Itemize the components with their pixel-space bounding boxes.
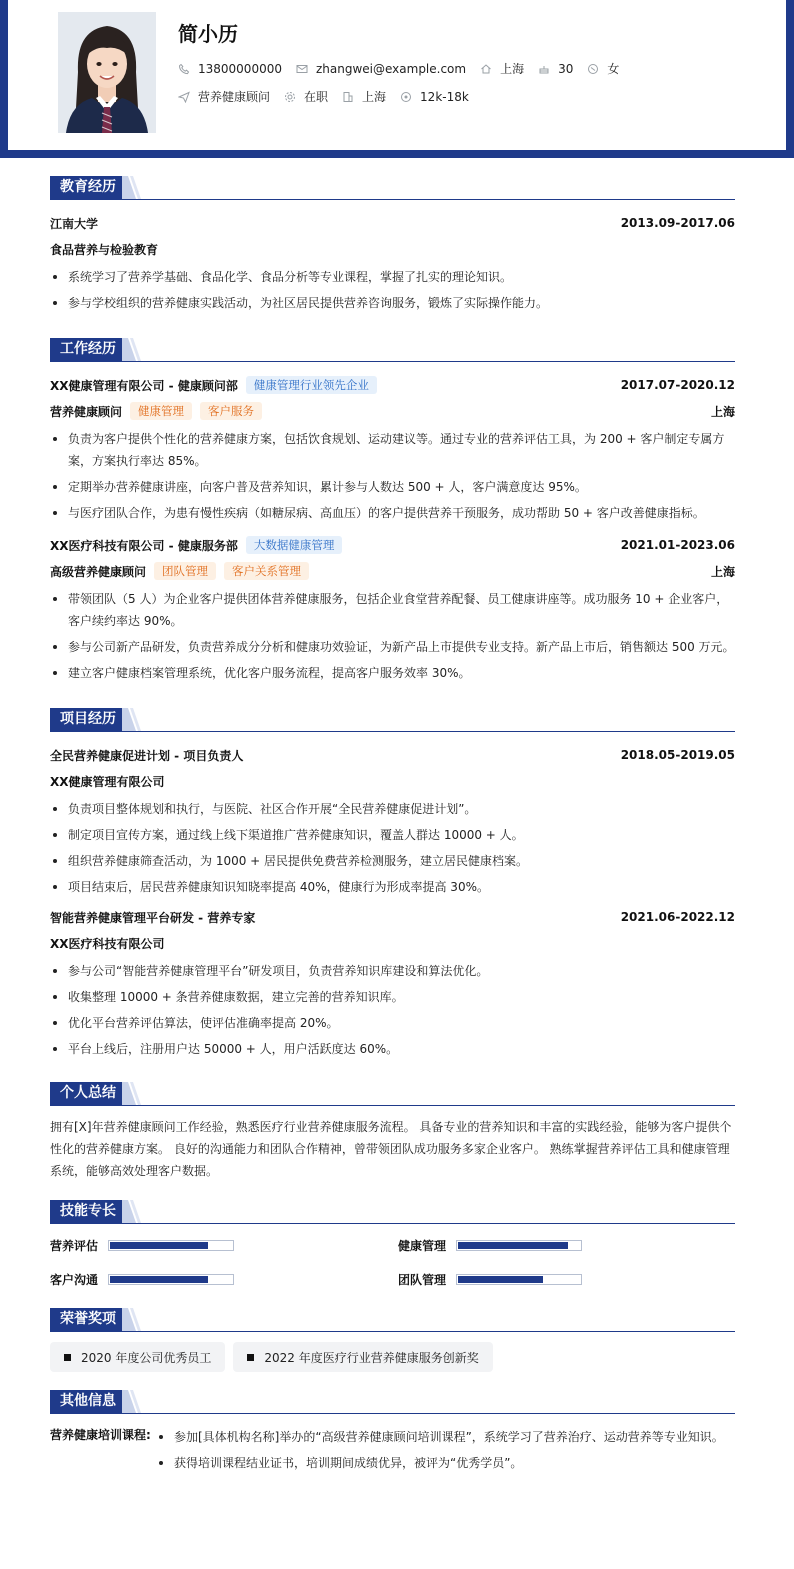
work-entry-1 — [50, 372, 735, 524]
section-title: 荣誉奖项 — [50, 1308, 126, 1331]
phone-info — [178, 62, 282, 76]
avatar — [58, 12, 156, 133]
project-title: 智能营养健康管理平台研发 - 营养专家 — [50, 910, 256, 925]
role-tag: 健康管理 — [130, 402, 192, 420]
gear-icon — [284, 91, 296, 103]
section-deco-icon — [122, 176, 142, 199]
city-info — [480, 60, 524, 77]
education-period: 2013.09-2017.06 — [620, 216, 735, 230]
role-tag: 客户关系管理 — [224, 562, 309, 580]
list-item: 收集整理 10000 + 条营养健康数据，建立完善的营养知识库。 — [50, 986, 735, 1008]
role-name: 营养健康顾问 — [50, 404, 123, 419]
company-name: XX医疗科技有限公司 - 健康服务部 — [50, 538, 238, 553]
other-info — [50, 1424, 735, 1478]
major-line — [50, 236, 735, 262]
coin-icon — [400, 91, 412, 103]
section-deco-icon — [122, 708, 142, 731]
section-header — [50, 172, 735, 200]
list-item: 项目结束后，居民营养健康知识知晓率提高 40%，健康行为形成率提高 30%。 — [50, 876, 735, 898]
project-title: 全民营养健康促进计划 - 项目负责人 — [50, 748, 244, 763]
work-city-info — [342, 88, 386, 105]
age-info — [538, 62, 573, 76]
skill-fill — [458, 1242, 568, 1249]
send-icon — [178, 91, 190, 103]
project-period: 2018.05-2019.05 — [620, 748, 735, 762]
list-item: 获得培训课程结业证书，培训期间成绩优异，被评为“优秀学员”。 — [156, 1452, 735, 1474]
resume-header — [0, 0, 794, 158]
project-entry-1 — [50, 742, 735, 898]
section-header — [50, 704, 735, 732]
summary-section — [50, 1078, 735, 1182]
skill-bar — [108, 1240, 234, 1251]
education-bullets — [50, 266, 735, 314]
skill-fill — [110, 1276, 208, 1283]
company-line — [50, 532, 735, 558]
list-item: 定期举办营养健康讲座，向客户普及营养知识，累计参与人数达 500 + 人，客户满意度达 95%。 — [50, 476, 735, 498]
candidate-name: 简小历 — [178, 22, 238, 46]
major-name: 食品营养与检验教育 — [50, 242, 159, 257]
role-name: 高级营养健康顾问 — [50, 564, 147, 579]
section-title: 个人总结 — [50, 1082, 126, 1105]
award-text: 2020 年度公司优秀员工 — [81, 1350, 212, 1365]
skill-bar — [456, 1274, 582, 1285]
work-period: 2017.07-2020.12 — [620, 378, 735, 392]
home-icon — [480, 63, 492, 75]
contact-row — [178, 60, 633, 77]
gender-icon — [587, 63, 599, 75]
section-title: 项目经历 — [50, 708, 126, 731]
status-text: 在职 — [304, 90, 329, 104]
salary-text: 12k-18k — [420, 89, 469, 104]
job-row — [178, 88, 483, 105]
list-item: 参与学校组织的营养健康实践活动，为社区居民提供营养咨询服务，锻炼了实际操作能力。 — [50, 292, 735, 314]
building-icon — [342, 91, 354, 103]
projects-section — [50, 704, 735, 1060]
skills-grid — [50, 1234, 735, 1290]
list-item: 系统学习了营养学基础、食品化学、食品分析等专业课程，掌握了扎实的理论知识。 — [50, 266, 735, 288]
skill-name: 团队管理 — [398, 1272, 447, 1287]
list-item: 负责项目整体规划和执行，与医院、社区合作开展“全民营养健康促进计划”。 — [50, 798, 735, 820]
section-deco-icon — [122, 1308, 142, 1331]
role-tag: 客户服务 — [200, 402, 262, 420]
skill-bar — [456, 1240, 582, 1251]
list-item: 参与公司“智能营养健康管理平台”研发项目，负责营养知识库建设和算法优化。 — [50, 960, 735, 982]
skill-item — [50, 1268, 398, 1290]
work-period: 2021.01-2023.06 — [620, 538, 735, 552]
section-deco-icon — [122, 1082, 142, 1105]
skill-name: 营养评估 — [50, 1238, 99, 1253]
list-item: 带领团队（5 人）为企业客户提供团体营养健康服务，包括企业食堂营养配餐、员工健康讲座等。成功服务 10 + 企业客户，客户续约率达 90%。 — [50, 588, 735, 632]
skill-item — [50, 1234, 398, 1256]
skill-item — [398, 1234, 735, 1256]
work-bullets — [50, 588, 735, 684]
education-section — [50, 172, 735, 314]
work-entry-2 — [50, 532, 735, 684]
project-org: XX医疗科技有限公司 — [50, 936, 165, 951]
resume-content — [50, 172, 735, 1492]
email-info — [296, 62, 466, 76]
status-info — [284, 88, 328, 105]
gender-text: 女 — [607, 62, 620, 76]
square-icon — [64, 1354, 71, 1361]
award-item — [233, 1342, 492, 1372]
award-text: 2022 年度医疗行业营养健康服务创新奖 — [264, 1350, 479, 1365]
age-text: 30 — [558, 61, 574, 76]
summary-text: 拥有[X]年营养健康顾问工作经验，熟悉医疗行业营养健康服务流程。 具备专业的营养知识和丰富的实践经验，能够为客户提供个性化的营养健康方案。 良好的沟通能力和团队合作精神，曾带领团队成功服务多家企业客户。 熟练掌握营养评估工具和健康管理系统，能够高效处理客户数据。 — [50, 1120, 732, 1178]
section-title: 教育经历 — [50, 176, 126, 199]
skill-name: 健康管理 — [398, 1238, 447, 1253]
gender-info — [587, 60, 619, 77]
list-item: 参与公司新产品研发，负责营养成分分析和健康功效验证，为新产品上市提供专业支持。新产品上市后，销售额达 500 万元。 — [50, 636, 735, 658]
phone-text: 13800000000 — [198, 61, 282, 76]
city-text: 上海 — [500, 62, 525, 76]
other-section — [50, 1386, 735, 1478]
list-item: 平台上线后，注册用户达 50000 + 人，用户活跃度达 60%。 — [50, 1038, 735, 1060]
skill-fill — [458, 1276, 543, 1283]
skills-section — [50, 1196, 735, 1290]
other-label: 营养健康培训课程: — [50, 1428, 151, 1442]
work-bullets — [50, 428, 735, 524]
cake-icon — [538, 63, 550, 75]
section-deco-icon — [122, 338, 142, 361]
company-name: XX健康管理有限公司 - 健康顾问部 — [50, 378, 238, 393]
company-tag: 健康管理行业领先企业 — [246, 376, 377, 394]
section-title: 其他信息 — [50, 1390, 126, 1413]
company-line — [50, 372, 735, 398]
section-header — [50, 1196, 735, 1224]
section-title: 工作经历 — [50, 338, 126, 361]
salary-info — [400, 90, 469, 104]
role-tag: 团队管理 — [154, 562, 216, 580]
list-item: 制定项目宣传方案，通过线上线下渠道推广营养健康知识，覆盖人群达 10000 + 人。 — [50, 824, 735, 846]
project-period: 2021.06-2022.12 — [620, 910, 735, 924]
square-icon — [247, 1354, 254, 1361]
skill-fill — [110, 1242, 208, 1249]
job-target-text: 营养健康顾问 — [198, 90, 271, 104]
work-city: 上海 — [710, 404, 735, 419]
role-line — [50, 398, 735, 424]
phone-icon — [178, 63, 190, 75]
section-header — [50, 1078, 735, 1106]
section-title: 技能专长 — [50, 1200, 126, 1223]
other-bullets — [156, 1424, 735, 1478]
company-tag: 大数据健康管理 — [246, 536, 343, 554]
role-line — [50, 558, 735, 584]
section-header — [50, 1386, 735, 1414]
project-bullets — [50, 798, 735, 898]
award-item — [50, 1342, 225, 1372]
list-item: 与医疗团队合作，为患有慢性疾病（如糖尿病、高血压）的客户提供营养干预服务，成功帮助 50 + 客户改善健康指标。 — [50, 502, 735, 524]
list-item: 组织营养健康筛查活动，为 1000 + 居民提供免费营养检测服务，建立居民健康档案。 — [50, 850, 735, 872]
list-item: 参加[具体机构名称]举办的“高级营养健康顾问培训课程”，系统学习了营养治疗、运动营养等专业知识。 — [156, 1426, 735, 1448]
project-bullets — [50, 960, 735, 1060]
email-text: zhangwei@example.com — [315, 61, 467, 76]
work-section — [50, 334, 735, 684]
section-header — [50, 1304, 735, 1332]
job-target-info — [178, 88, 270, 105]
mail-icon — [296, 63, 308, 75]
awards-list — [50, 1342, 735, 1372]
section-deco-icon — [122, 1200, 142, 1223]
work-city: 上海 — [710, 564, 735, 579]
project-org-line — [50, 930, 735, 956]
project-org: XX健康管理有限公司 — [50, 774, 165, 789]
skill-bar — [108, 1274, 234, 1285]
project-entry-2 — [50, 904, 735, 1060]
list-item: 建立客户健康档案管理系统，优化客户服务流程，提高客户服务效率 30%。 — [50, 662, 735, 684]
project-org-line — [50, 768, 735, 794]
section-header — [50, 334, 735, 362]
section-deco-icon — [122, 1390, 142, 1413]
skill-name: 客户沟通 — [50, 1272, 99, 1287]
school-name: 江南大学 — [50, 216, 99, 231]
skill-item — [398, 1268, 735, 1290]
education-entry — [50, 210, 735, 236]
project-title-line — [50, 904, 735, 930]
awards-section — [50, 1304, 735, 1372]
list-item: 优化平台营养评估算法，使评估准确率提高 20%。 — [50, 1012, 735, 1034]
project-title-line — [50, 742, 735, 768]
list-item: 负责为客户提供个性化的营养健康方案，包括饮食规划、运动建议等。通过专业的营养评估工具，为 200 + 客户制定专属方案，方案执行率达 85%。 — [50, 428, 735, 472]
work-city-text: 上海 — [362, 90, 387, 104]
